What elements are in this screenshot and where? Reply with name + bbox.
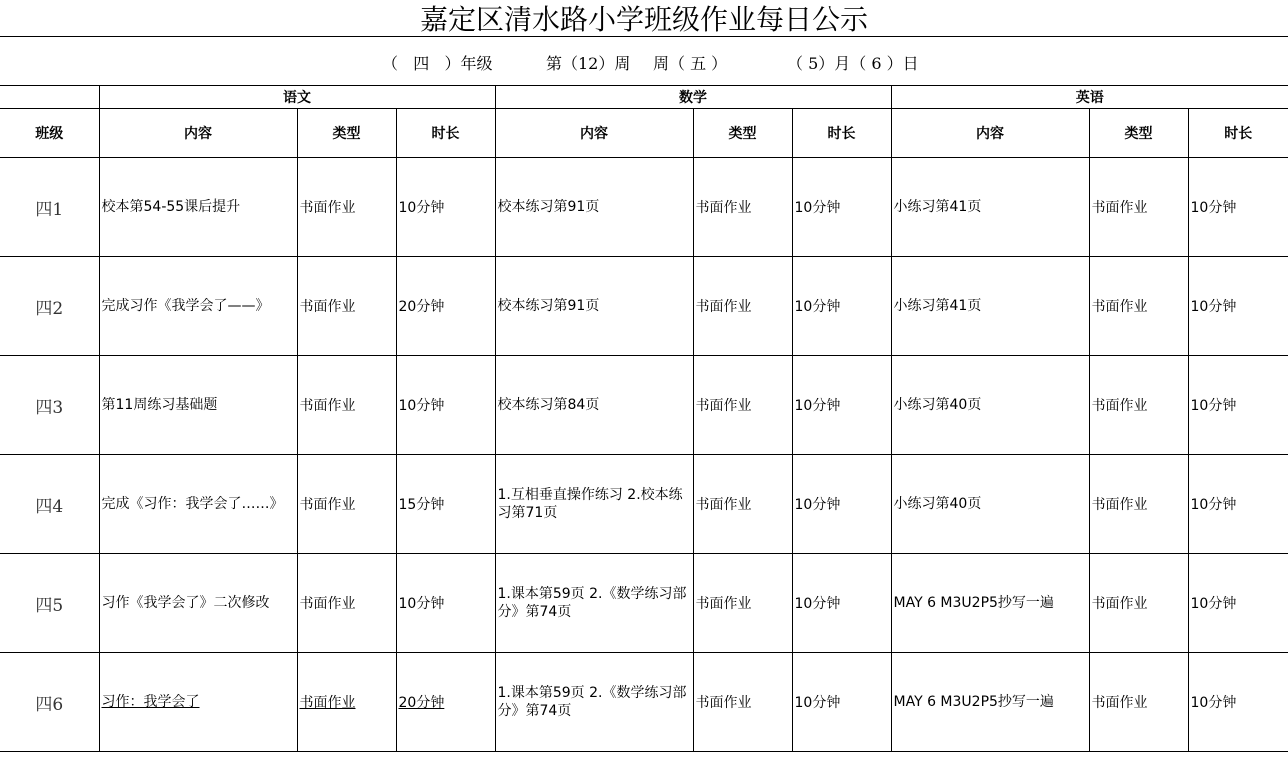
- math-content-cell: 1.课本第59页 2.《数学练习部分》第74页: [495, 653, 693, 752]
- english-duration-cell: 10分钟: [1188, 653, 1288, 752]
- chinese-duration-cell: 15分钟: [396, 455, 495, 554]
- english-content-cell: 小练习第41页: [891, 158, 1089, 257]
- chinese-duration-cell: 10分钟: [396, 356, 495, 455]
- header-class: 班级: [0, 109, 99, 158]
- chinese-content-cell: 第11周练习基础题: [99, 356, 297, 455]
- chinese-type-cell: 书面作业: [297, 554, 396, 653]
- corner-cell: [0, 86, 99, 109]
- math-duration-cell: 10分钟: [792, 554, 891, 653]
- column-header-row: [0, 109, 1288, 158]
- chinese-type-cell: 书面作业: [297, 455, 396, 554]
- header-english-type: 类型: [1089, 109, 1188, 158]
- english-content-cell: 小练习第40页: [891, 455, 1089, 554]
- date-line: [0, 36, 1288, 86]
- math-duration-cell: 10分钟: [792, 257, 891, 356]
- header-math-content: 内容: [495, 109, 693, 158]
- english-type-cell: 书面作业: [1089, 554, 1188, 653]
- english-content-cell: 小练习第41页: [891, 257, 1089, 356]
- chinese-duration-cell: 10分钟: [396, 158, 495, 257]
- table-row: [0, 455, 1288, 554]
- class-cell: 四4: [0, 455, 99, 554]
- english-type-cell: 书面作业: [1089, 653, 1188, 752]
- class-cell: 四1: [0, 158, 99, 257]
- chinese-content-cell: 完成习作《我学会了——》: [99, 257, 297, 356]
- table-row: [0, 356, 1288, 455]
- date-label: （ 5）月（ 6 ）日: [787, 54, 919, 73]
- english-type-cell: 书面作业: [1089, 257, 1188, 356]
- math-type-cell: 书面作业: [693, 554, 792, 653]
- table-row: [0, 257, 1288, 356]
- math-content-cell: 校本练习第84页: [495, 356, 693, 455]
- math-content-cell: 校本练习第91页: [495, 158, 693, 257]
- chinese-content-cell: 完成《习作：我学会了……》: [99, 455, 297, 554]
- math-content-cell: 1.课本第59页 2.《数学练习部分》第74页: [495, 554, 693, 653]
- class-cell: 四6: [0, 653, 99, 752]
- class-cell: 四3: [0, 356, 99, 455]
- english-type-cell: 书面作业: [1089, 455, 1188, 554]
- chinese-type-cell: 书面作业: [297, 653, 396, 752]
- header-english-duration: 时长: [1188, 109, 1288, 158]
- grade-label: （ 四 ）年级: [382, 54, 493, 73]
- english-duration-cell: 10分钟: [1188, 554, 1288, 653]
- table-row: [0, 653, 1288, 752]
- header-chinese-type: 类型: [297, 109, 396, 158]
- class-cell: 四2: [0, 257, 99, 356]
- math-duration-cell: 10分钟: [792, 158, 891, 257]
- english-content-cell: MAY 6 M3U2P5抄写一遍: [891, 653, 1089, 752]
- table-row: [0, 554, 1288, 653]
- chinese-type-cell: 书面作业: [297, 257, 396, 356]
- math-type-cell: 书面作业: [693, 653, 792, 752]
- header-math-duration: 时长: [792, 109, 891, 158]
- math-type-cell: 书面作业: [693, 455, 792, 554]
- page-title: 嘉定区清水路小学班级作业每日公示: [419, 3, 868, 36]
- chinese-content-cell: 习作《我学会了》二次修改: [99, 554, 297, 653]
- weekday-label: 周（ 五 ）: [653, 54, 728, 73]
- math-content-cell: 1.互相垂直操作练习 2.校本练习第71页: [495, 455, 693, 554]
- chinese-content-cell: 习作：我学会了: [99, 653, 297, 752]
- header-chinese-content: 内容: [99, 109, 297, 158]
- chinese-type-cell: 书面作业: [297, 158, 396, 257]
- english-type-cell: 书面作业: [1089, 356, 1188, 455]
- subject-english: 英语: [891, 86, 1288, 109]
- subject-math: 数学: [495, 86, 891, 109]
- english-content-cell: MAY 6 M3U2P5抄写一遍: [891, 554, 1089, 653]
- english-content-cell: 小练习第40页: [891, 356, 1089, 455]
- table-row: [0, 158, 1288, 257]
- chinese-duration-cell: 20分钟: [396, 257, 495, 356]
- homework-table: [0, 86, 1288, 752]
- chinese-duration-cell: 10分钟: [396, 554, 495, 653]
- math-duration-cell: 10分钟: [792, 356, 891, 455]
- chinese-duration-cell: 20分钟: [396, 653, 495, 752]
- subject-chinese: 语文: [99, 86, 495, 109]
- english-duration-cell: 10分钟: [1188, 356, 1288, 455]
- english-duration-cell: 10分钟: [1188, 257, 1288, 356]
- english-duration-cell: 10分钟: [1188, 158, 1288, 257]
- chinese-type-cell: 书面作业: [297, 356, 396, 455]
- header-english-content: 内容: [891, 109, 1089, 158]
- math-type-cell: 书面作业: [693, 257, 792, 356]
- header-chinese-duration: 时长: [396, 109, 495, 158]
- math-duration-cell: 10分钟: [792, 653, 891, 752]
- math-type-cell: 书面作业: [693, 158, 792, 257]
- header-math-type: 类型: [693, 109, 792, 158]
- math-content-cell: 校本练习第91页: [495, 257, 693, 356]
- math-type-cell: 书面作业: [693, 356, 792, 455]
- english-duration-cell: 10分钟: [1188, 455, 1288, 554]
- week-label: 第（12）周: [546, 54, 631, 73]
- chinese-content-cell: 校本第54-55课后提升: [99, 158, 297, 257]
- english-type-cell: 书面作业: [1089, 158, 1188, 257]
- math-duration-cell: 10分钟: [792, 455, 891, 554]
- subject-header-row: [0, 86, 1288, 109]
- class-cell: 四5: [0, 554, 99, 653]
